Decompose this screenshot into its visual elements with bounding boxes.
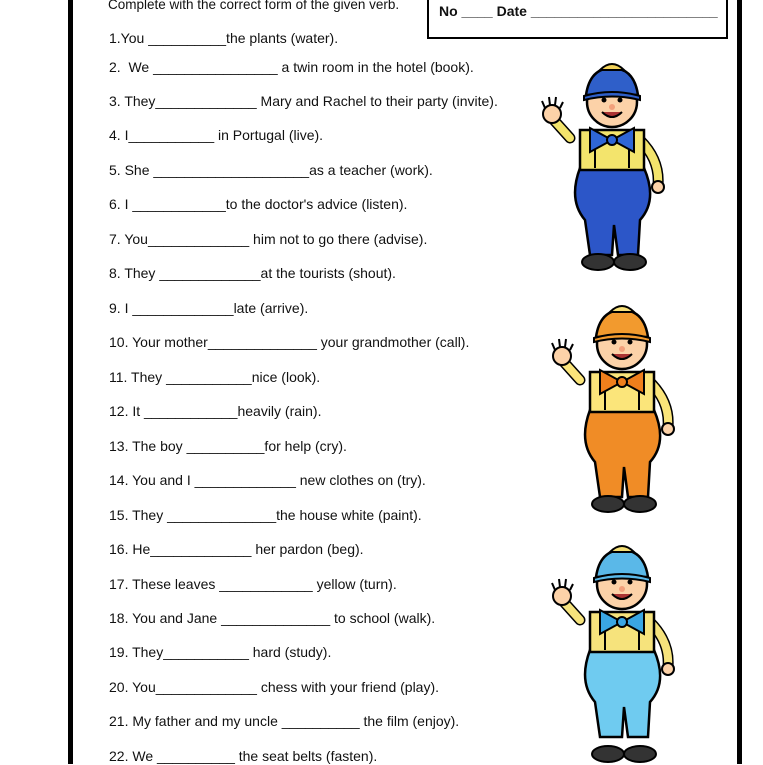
exercise-item-21[interactable]: 21. My father and my uncle __________ the film (enjoy). [109,713,460,729]
exercise-item-20[interactable]: 20. You_____________ chess with your friend (play). [109,679,440,695]
exercise-item-11[interactable]: 11. They ___________nice (look). [109,369,321,385]
page-border-right [737,0,742,764]
waving-boy-illustration-orange [550,302,685,522]
exercise-item-5[interactable]: 5. She ____________________as a teacher (work). [109,162,433,178]
exercise-item-9[interactable]: 9. I _____________late (arrive). [109,300,309,316]
exercise-item-12[interactable]: 12. It ____________heavily (rain). [109,403,322,419]
instruction-text: Complete with the correct form of the given verb. [108,0,400,12]
exercise-item-10[interactable]: 10. Your mother______________ your grandmother (call). [109,334,470,350]
student-info-box [427,0,728,39]
page-border-left [68,0,73,764]
exercise-item-4[interactable]: 4. I___________ in Portugal (live). [109,127,324,143]
exercise-item-19[interactable]: 19. They___________ hard (study). [109,644,332,660]
exercise-item-22[interactable]: 22. We __________ the seat belts (fasten). [109,748,378,764]
number-date-field[interactable]: No ____ Date ________________________ [439,3,718,19]
exercise-item-7[interactable]: 7. You_____________ him not to go there (advise). [109,231,428,247]
exercise-item-13[interactable]: 13. The boy __________for help (cry). [109,438,347,454]
exercise-item-2[interactable]: 2. We ________________ a twin room in the hotel (book). [109,59,474,75]
exercise-item-18[interactable]: 18. You and Jane ______________ to school (walk). [109,610,436,626]
exercise-item-14[interactable]: 14. You and I _____________ new clothes on (try). [109,472,426,488]
exercise-item-1[interactable]: 1.You __________the plants (water). [109,30,339,46]
exercise-item-3[interactable]: 3. They_____________ Mary and Rachel to their party (invite). [109,93,498,109]
exercise-item-16[interactable]: 16. He_____________ her pardon (beg). [109,541,364,557]
exercise-item-6[interactable]: 6. I ____________to the doctor's advice (listen). [109,196,408,212]
exercise-item-8[interactable]: 8. They _____________at the tourists (shout). [109,265,396,281]
waving-boy-illustration-light-blue [550,542,685,764]
waving-boy-illustration-blue [540,60,675,280]
exercise-item-15[interactable]: 15. They ______________the house white (paint). [109,507,422,523]
exercise-item-17[interactable]: 17. These leaves ____________ yellow (turn). [109,576,397,592]
